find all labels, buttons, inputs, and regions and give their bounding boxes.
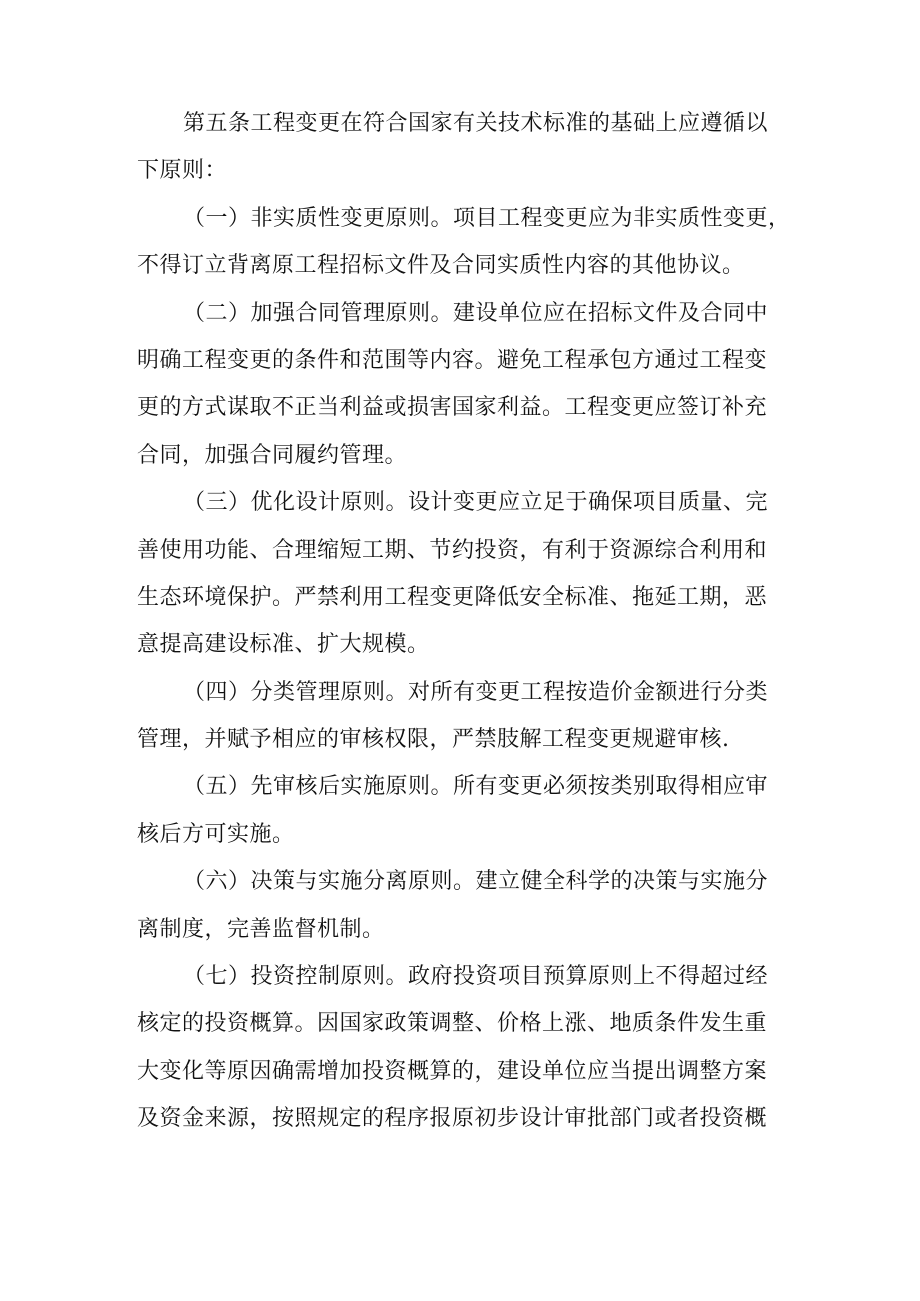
article-body [137, 100, 797, 1143]
principle-1-line-2: 不得订立背离原工程招标文件及合同实质性内容的其他协议。 [137, 253, 745, 279]
principle-4-line-2: 管理，并赋予相应的审核权限，严禁肢解工程变更规避审核. [137, 727, 730, 753]
principle-5-line-2: 核后方可实施。 [137, 821, 295, 847]
principle-2-line-3: 更的方式谋取不正当利益或损害国家利益。工程变更应签订补充 [137, 395, 768, 421]
article-heading-line-2: 下原则： [137, 158, 228, 184]
principle-7-line-4: 及资金来源，按照规定的程序报原初步设计审批部门或者投资概 [137, 1106, 768, 1132]
principle-7-line-2: 核定的投资概算。因国家政策调整、价格上涨、地质条件发生重 [137, 1011, 768, 1037]
principle-6-line-1: （六）决策与实施分离原则。建立健全科学的决策与实施分 [183, 869, 769, 895]
principle-4-line-1: （四）分类管理原则。对所有变更工程按造价金额进行分类 [183, 679, 769, 705]
article-heading-line-1: 第五条工程变更在符合国家有关技术标准的基础上应遵循以 [183, 111, 769, 136]
principle-7-line-3: 大变化等原因确需增加投资概算的，建设单位应当提出调整方案 [137, 1058, 768, 1084]
principle-1-line-1: （一）非实质性变更原则。项目工程变更应为非实质性变更， [183, 205, 791, 231]
principle-7-line-1: （七）投资控制原则。政府投资项目预算原则上不得超过经 [183, 964, 769, 990]
principle-5-line-1: （五）先审核后实施原则。所有变更必须按类别取得相应审 [183, 774, 769, 800]
principle-3-line-2: 善使用功能、合理缩短工期、节约投资，有利于资源综合利用和 [137, 537, 768, 563]
principle-3-line-4: 意提高建设标准、扩大规模。 [137, 632, 430, 658]
principle-2-line-2: 明确工程变更的条件和范围等内容。避免工程承包方通过工程变 [137, 347, 768, 373]
principle-2-line-1: （二）加强合同管理原则。建设单位应在招标文件及合同中 [183, 300, 769, 326]
principle-3-line-1: （三）优化设计原则。设计变更应立足于确保项目质量、完 [183, 490, 769, 516]
principle-3-line-3: 生态环境保护。严禁利用工程变更降低安全标准、拖延工期，恶 [137, 584, 768, 610]
principle-2-line-4: 合同，加强合同履约管理。 [137, 442, 408, 468]
principle-6-line-2: 离制度，完善监督机制。 [137, 916, 385, 942]
